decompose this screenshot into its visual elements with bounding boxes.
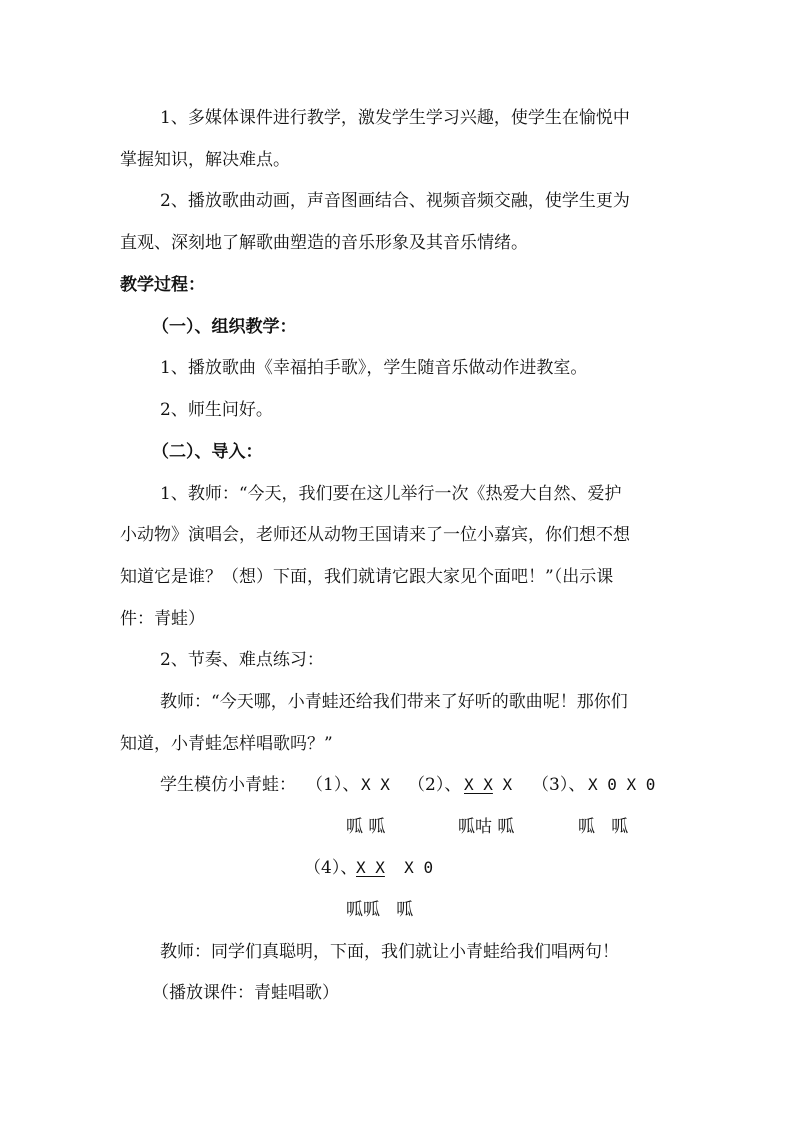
rhythm-4-words: 呱呱 呱 (346, 900, 414, 920)
section-2-item-1-line-1: 1、教师：“今天，我们要在这儿举行一次《热爱大自然、爱护 (160, 484, 622, 504)
rhythm-2-notes-underlined: X X (464, 775, 493, 794)
heading-section-1: （一）、组织教学： (152, 317, 297, 337)
paragraph-1-line-2: 掌握知识，解决难点。 (120, 150, 290, 170)
heading-teaching-process: 教学过程： (120, 275, 205, 295)
rhythm-2-notes (464, 773, 512, 797)
teacher-quote-line-1: 教师：“今天哪，小青蛙还给我们带来了好听的歌曲呢！那你们 (160, 692, 628, 712)
rhythm-2-notes-rest: X (492, 775, 513, 794)
section-1-item-1: 1、播放歌曲《幸福拍手歌》，学生随音乐做动作进教室。 (160, 358, 588, 378)
section-2-item-1-line-2: 小动物》演唱会，老师还从动物王国请来了一位小嘉宾，你们想不想 (120, 525, 630, 545)
rhythm-2-label: （2）、 (408, 775, 462, 795)
section-1-item-2: 2、师生问好。 (160, 400, 273, 420)
rhythm-3-label: （3）、 (532, 775, 586, 795)
teacher-quote-line-3: 教师：同学们真聪明，下面，我们就让小青蛙给我们唱两句！ (160, 942, 619, 962)
rhythm-4-notes (356, 856, 433, 880)
student-intro: 学生模仿小青蛙： (160, 775, 296, 795)
rhythm-4-notes-underlined: X X (356, 858, 385, 877)
rhythm-2-words: 呱咕 呱 (458, 817, 515, 837)
rhythm-4-notes-rest: X 0 (384, 858, 434, 877)
section-2-item-1-line-4: 件：青蛙） (120, 609, 205, 629)
rhythm-1-notes: X X (361, 775, 390, 794)
section-2-item-1-line-3: 知道它是谁？（想）下面，我们就请它跟大家见个面吧！”（出示课 (120, 567, 614, 587)
paragraph-2-line-1: 2、播放歌曲动画，声音图画结合、视频音频交融，使学生更为 (160, 191, 630, 211)
rhythm-1-label: （1）、 (306, 775, 360, 795)
section-2-item-2: 2、节奏、难点练习： (160, 650, 324, 670)
rhythm-3-words: 呱 呱 (578, 817, 629, 837)
heading-section-2: （二）、导入： (152, 442, 263, 462)
paragraph-2-line-2: 直观、深刻地了解歌曲塑造的音乐形象及其音乐情绪。 (120, 233, 528, 253)
rhythm-3-notes: X 0 X 0 (588, 775, 656, 794)
rhythm-4-label: （4）、 (304, 858, 358, 878)
paragraph-1-line-1: 1、多媒体课件进行教学，激发学生学习兴趣，使学生在愉悦中 (160, 108, 630, 128)
courseware-note: （播放课件：青蛙唱歌） (152, 983, 339, 1003)
rhythm-1-words: 呱 呱 (346, 817, 386, 837)
teacher-quote-line-2: 知道，小青蛙怎样唱歌吗？” (120, 734, 333, 754)
